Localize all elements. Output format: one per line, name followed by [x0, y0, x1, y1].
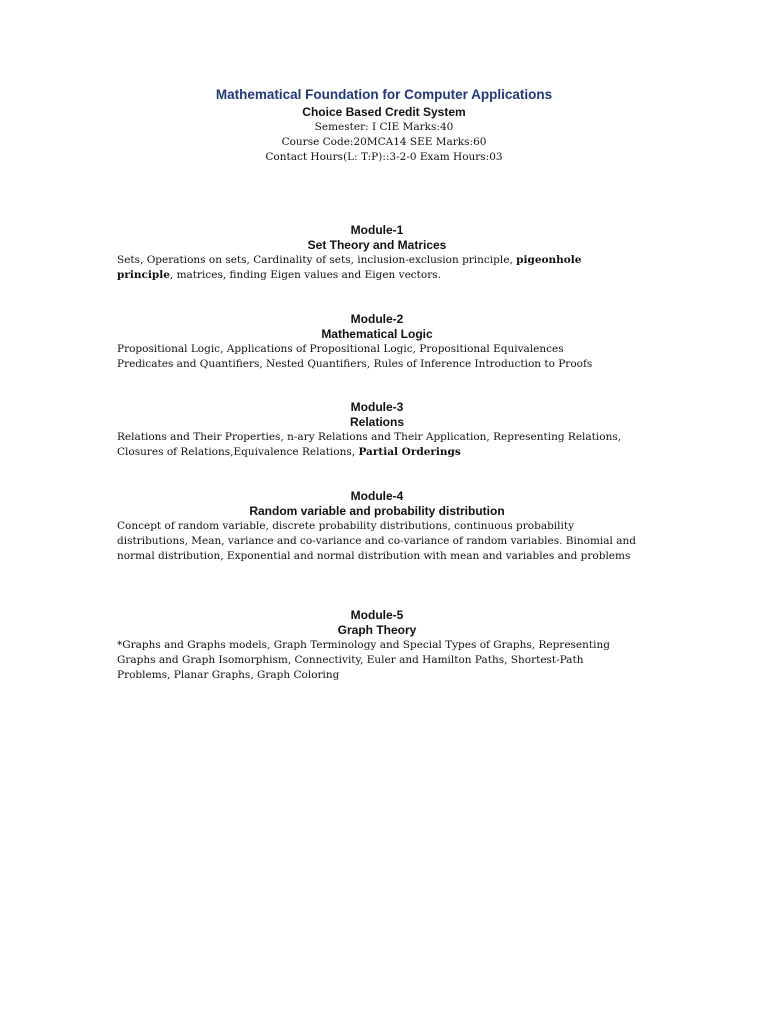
module-2-line-2: Predicates and Quantifiers, Nested Quantifiers, Rules of Inference Introduction to Proofs: [117, 358, 593, 371]
module-3-section: [117, 400, 637, 460]
module-2-number: Module-2: [350, 312, 404, 326]
module-1-topic: Set Theory and Matrices: [307, 238, 447, 252]
module-1-number: Module-1: [350, 223, 404, 237]
module-4-description: Concept of random variable, discrete probability distributions, continuous probability distributions, Mean, variance and co-variance and co-variance of random variables. Binomial and normal distribution, Exponential and normal distribution with mean and variables and problems: [117, 520, 636, 563]
module-2-line-1: Propositional Logic, Applications of Propositional Logic, Propositional Equivalences: [117, 343, 564, 355]
module-5-description: *Graphs and Graphs models, Graph Terminology and Special Types of Graphs, Representing Graphs and Graph Isomorphism, Connectivity, Euler and Hamilton Paths, Shortest-Path Problems, Planar Graphs, Graph Coloring: [117, 639, 610, 682]
module-3-number: Module-3: [350, 400, 404, 414]
module-4-section: [117, 489, 637, 565]
course-header: [0, 86, 768, 165]
module-3-text-a: Relations and Their Properties, n-ary Relations and Their Application, Representing Relations, Closures of Relations,Equivalence Relations,: [117, 431, 622, 459]
module-5-number: Module-5: [350, 608, 404, 622]
contact-hours-line: Contact Hours(L: T:P)::3-2-0 Exam Hours:03: [265, 151, 503, 163]
module-1-bold-term: pigeonhole principle: [117, 254, 582, 282]
module-1-text-a: Sets, Operations on sets, Cardinality of sets, inclusion-exclusion principle,: [117, 254, 517, 266]
module-2-description: [117, 342, 637, 372]
course-code-line: Course Code:20MCA14 SEE Marks:60: [281, 136, 487, 148]
module-5-section: [117, 608, 637, 684]
module-1-description: [117, 253, 637, 283]
module-5-topic: Graph Theory: [337, 623, 417, 637]
module-2-section: [117, 312, 637, 372]
module-1-text-b: , matrices, finding Eigen values and Eigen vectors.: [169, 269, 441, 282]
module-3-bold-term: Partial Orderings: [358, 446, 461, 459]
module-1-section: [117, 223, 637, 283]
module-4-number: Module-4: [350, 489, 404, 503]
module-2-topic: Mathematical Logic: [321, 327, 433, 341]
course-title: Mathematical Foundation for Computer Applications: [215, 87, 553, 102]
credit-system-subtitle: Choice Based Credit System: [302, 105, 466, 119]
module-4-topic: Random variable and probability distribution: [249, 504, 505, 518]
module-3-description: [117, 430, 637, 460]
module-3-topic: Relations: [349, 415, 404, 429]
semester-line: Semester: I CIE Marks:40: [314, 121, 454, 133]
